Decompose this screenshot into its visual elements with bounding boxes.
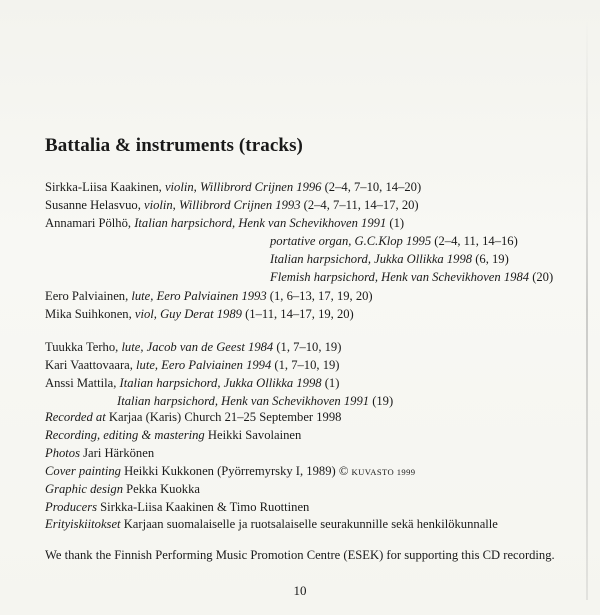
- performer-row: Sirkka-Liisa Kaakinen, violin, Willibrord Crijnen 1996 (2–4, 7–10, 14–20): [45, 180, 422, 194]
- performer-row-continued: Italian harpsichord, Jukka Ollikka 1998 (6, 19): [270, 252, 509, 267]
- performer-row-continued: portative organ, G.C.Klop 1995 (2–4, 11, 14–16): [270, 234, 518, 249]
- credit-recording: Recording, editing & mastering Heikki Savolainen: [45, 428, 302, 443]
- performer-row: Annamari Pölhö, Italian harpsichord, Henk van Schevikhoven 1991 (1): [45, 216, 405, 231]
- instrument-list: [45, 178, 575, 410]
- performer-row: Kari Vaattovaara, lute, Eero Palviainen 1994 (1, 7–10, 19): [45, 357, 340, 372]
- production-credits: [45, 408, 575, 517]
- list-spacer: [45, 323, 575, 338]
- performer-row-continued: Flemish harpsichord, Henk van Schevikhoven 1984 (20): [270, 270, 554, 285]
- performer-row-continued: Italian harpsichord, Henk van Schevikhoven 1991 (19): [117, 394, 394, 409]
- thanks-english: We thank the Finnish Performing Music Promotion Centre (ESEK) for supporting this CD recording.: [45, 548, 555, 562]
- credit-cover: Cover painting Heikki Kukkonen (Pyörremyrsky I, 1989) © KUVASTO 1999: [45, 464, 416, 479]
- page-edge-shadow: [586, 20, 588, 600]
- performer-row: Mika Suihkonen, viol, Guy Derat 1989 (1–11, 14–17, 19, 20): [45, 306, 354, 321]
- performer-row: Eero Palviainen, lute, Eero Palviainen 1993 (1, 6–13, 17, 19, 20): [45, 288, 373, 303]
- credit-recorded: Recorded at Karjaa (Karis) Church 21–25 September 1998: [45, 410, 342, 424]
- performer-row: Anssi Mattila, Italian harpsichord, Jukka Ollikka 1998 (1): [45, 375, 340, 390]
- section-heading: Battalia & instruments (tracks): [45, 135, 303, 156]
- credit-producers: Producers Sirkka-Liisa Kaakinen & Timo Ruottinen: [45, 500, 310, 515]
- performer-row: Tuukka Terho, lute, Jacob van de Geest 1984 (1, 7–10, 19): [45, 339, 342, 354]
- page-number: 10: [293, 583, 307, 598]
- credit-photos: Photos Jari Härkönen: [45, 446, 155, 461]
- credit-graphic: Graphic design Pekka Kuokka: [45, 482, 200, 497]
- special-thanks-finnish: Erityiskiitokset Karjaan suomalaiselle ja ruotsalaiselle seurakunnille sekä henkilökunnalle: [45, 517, 498, 531]
- performer-row: Susanne Helasvuo, violin, Willibrord Crijnen 1993 (2–4, 7–11, 14–17, 20): [45, 198, 419, 213]
